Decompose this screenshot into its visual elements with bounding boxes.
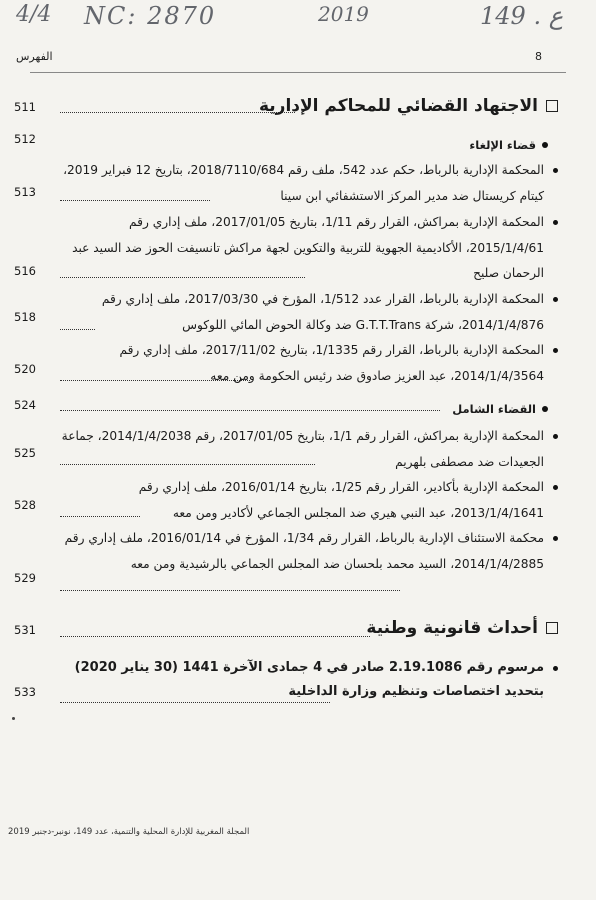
toc-entry[interactable] xyxy=(56,475,558,526)
toc-page-number: 529 xyxy=(14,571,36,585)
toc-entry[interactable] xyxy=(56,210,558,287)
toc-page-number: 524 xyxy=(14,398,36,412)
leader-dots xyxy=(60,410,440,411)
subsection-title: قضاء الإلغاء xyxy=(469,138,536,152)
bullet-icon xyxy=(553,485,558,490)
toc-entry-text: المحكمة الإدارية بمراكش، القرار رقم 1/1، بتاريخ 2017/01/05، رقم 2014/1/4/2038، جماعة الجعيدات ضد مصطفى بلهريم xyxy=(61,429,544,469)
toc-page-number: 533 xyxy=(14,685,36,699)
leader-dots xyxy=(60,636,370,637)
leader-dots xyxy=(60,380,250,381)
ink-speck xyxy=(12,717,15,720)
header-rule xyxy=(30,72,566,73)
leader-dots xyxy=(60,590,400,591)
toc-entry[interactable] xyxy=(56,424,558,475)
handwritten-fraction: 4/4 xyxy=(16,2,52,27)
toc-page-number: 520 xyxy=(14,362,36,376)
bullet-icon xyxy=(542,142,548,148)
leader-dots xyxy=(60,464,315,465)
toc-entry[interactable] xyxy=(56,656,558,704)
leader-dots xyxy=(60,277,305,278)
toc-subsection-heading[interactable] xyxy=(452,402,548,416)
toc-entry-text: المحكمة الإدارية بالرباط، القرار رقم 1/1335، بتاريخ 2017/11/02، ملف إداري رقم 2014/1/4/3564، عبد العزيز صادوق ضد رئيس الحكومة ومن معه xyxy=(119,343,544,383)
toc-page-number: 531 xyxy=(14,623,36,637)
bullet-icon xyxy=(553,666,558,671)
bullet-icon xyxy=(553,536,558,541)
section-title: أحداث قانونية وطنية xyxy=(366,618,538,638)
checkbox-icon xyxy=(546,100,558,112)
journal-footer: المجلة المغربية للإدارة المحلية والتنمية، عدد 149، نونبر-دجنبر 2019 xyxy=(8,827,250,837)
toc-entry-text: المحكمة الإدارية بمراكش، القرار رقم 1/11، بتاريخ 2017/01/05، ملف إداري رقم 2015/1/4/61، الأكاديمية الجهوية للتربية والتكوين لجهة مراكش تانسيفت الحوز ضد السيد عبد الرحمان صليح xyxy=(72,215,544,280)
leader-dots xyxy=(60,329,95,330)
toc-subsection-heading[interactable] xyxy=(469,138,548,152)
bullet-icon xyxy=(553,434,558,439)
bullet-icon xyxy=(553,297,558,302)
subsection-title: القضاء الشامل xyxy=(452,402,536,416)
toc-entry-text: المحكمة الإدارية بالرباط، القرار عدد 1/512، المؤرخ في 2017/03/30، ملف إداري رقم 2014/1/4/876، شركة G.T.T.Trans ضد وكالة الحوض المائي اللوكوس xyxy=(101,292,544,332)
toc-entry-text: المحكمة الإدارية بالرباط، حكم عدد 542، ملف رقم 2018/7110/684، بتاريخ 12 فبراير 2019، كيتام كريستال ضد مدير المركز الاستشفائي ابن سينا xyxy=(63,163,544,203)
toc-page-number: 518 xyxy=(14,310,36,324)
leader-dots xyxy=(60,516,140,517)
bullet-icon xyxy=(553,348,558,353)
toc-page-number: 512 xyxy=(14,132,36,146)
toc-section-heading[interactable] xyxy=(259,96,558,116)
toc-entry[interactable] xyxy=(56,158,558,209)
toc-entry[interactable] xyxy=(56,338,558,389)
bullet-icon xyxy=(542,406,548,412)
checkbox-icon xyxy=(546,622,558,634)
toc-entry-text: مرسوم رقم 2.19.1086 صادر في 4 جمادى الآخرة 1441 (30 يناير 2020) بتحديد اختصاصات وتنظيم وزارة الداخلية xyxy=(74,660,544,699)
toc-entry-text: محكمة الاستئناف الإدارية بالرباط، القرار رقم 1/34، المؤرخ في 2016/01/14، ملف إداري رقم 2014/1/4/2885، السيد محمد بلحسان ضد المجلس الجماعي بالرشيدية ومن معه xyxy=(64,531,544,571)
toc-page-number: 525 xyxy=(14,446,36,460)
leader-dots xyxy=(60,200,210,201)
toc-page-number: 511 xyxy=(14,100,36,114)
toc-entry[interactable] xyxy=(56,287,558,338)
section-name: الفهرس xyxy=(16,50,53,63)
leader-dots xyxy=(60,702,330,703)
section-title: الاجتهاد القضائي للمحاكم الإدارية xyxy=(258,96,538,116)
toc-page-number: 513 xyxy=(14,185,36,199)
bullet-icon xyxy=(553,168,558,173)
handwritten-year: 2019 xyxy=(318,2,369,26)
page-number: 8 xyxy=(535,50,542,63)
bullet-icon xyxy=(553,220,558,225)
toc-section-heading[interactable] xyxy=(366,618,558,638)
toc-page-number: 516 xyxy=(14,264,36,278)
toc-entry-text: المحكمة الإدارية بأكادير، القرار رقم 1/25، بتاريخ 2016/01/14، ملف إداري رقم 2013/1/4/1641، عبد النبي هيري ضد المجلس الجماعي لأكادير ومن معه xyxy=(138,480,544,520)
toc-entry[interactable] xyxy=(56,526,558,577)
toc-page-number: 528 xyxy=(14,498,36,512)
handwritten-code: NC: 2870 xyxy=(84,2,217,30)
handwritten-ref: 149 . ع xyxy=(480,2,564,30)
